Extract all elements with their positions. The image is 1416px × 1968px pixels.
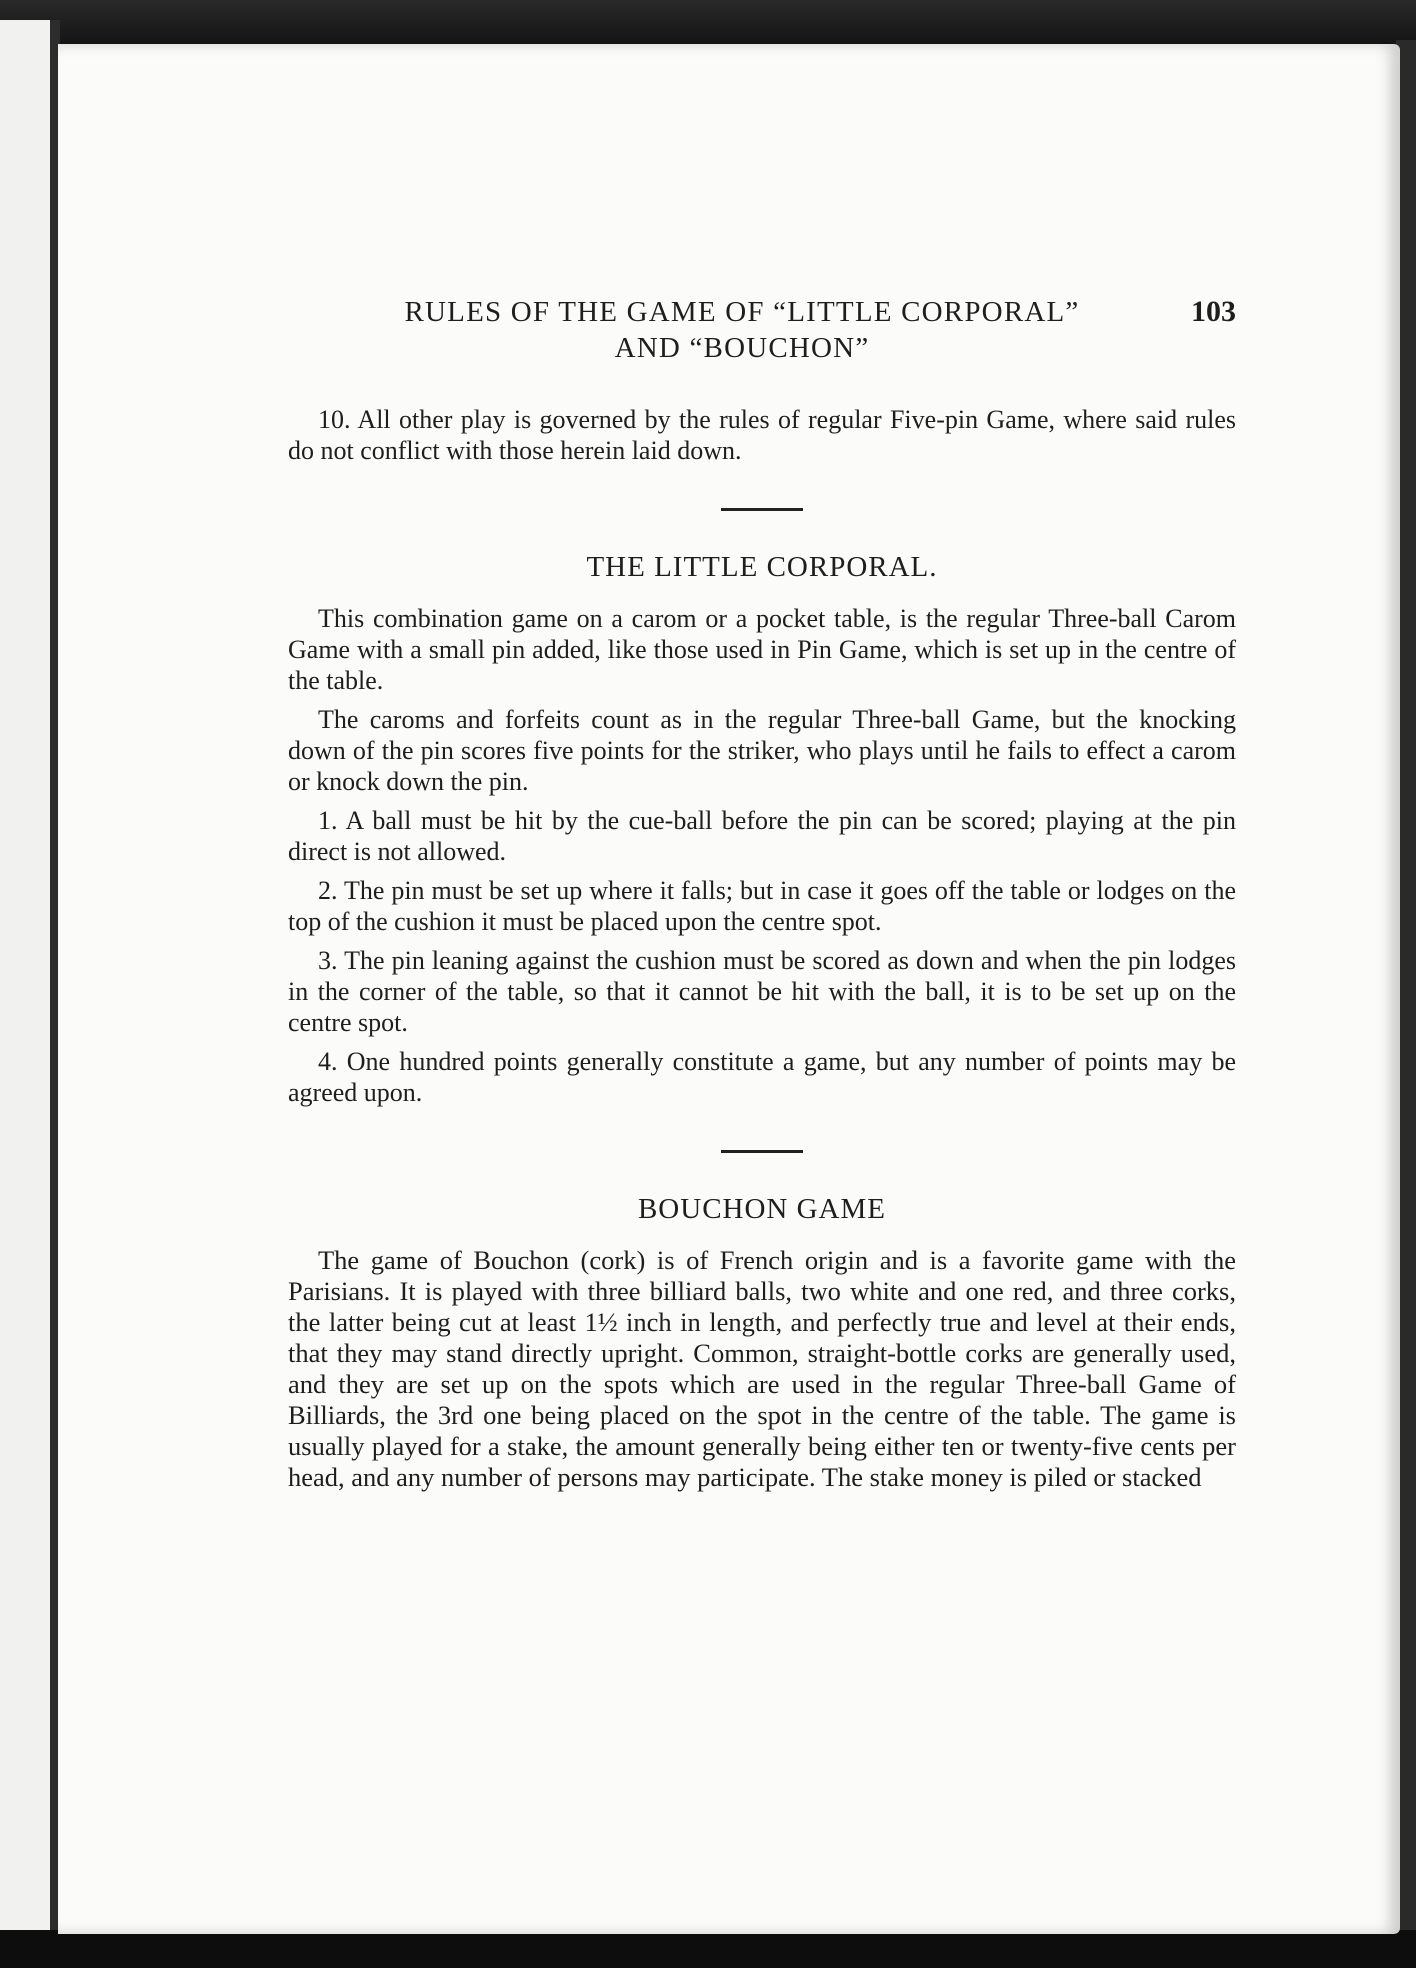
running-head-line-2: AND “BOUCHON”: [614, 332, 870, 364]
running-head-line-1: RULES OF THE GAME OF “LITTLE CORPORAL”: [404, 296, 1080, 328]
little-corporal-paragraph: The caroms and forfeits count as in the regular Three-ball Game, but the knocking down of the pin scores five points for the striker, who plays until he fails to effect a carom or knock down the pin.: [288, 705, 1236, 796]
rule-10-paragraph: 10. All other play is governed by the rules of regular Five-pin Game, where said rules do not conflict with those herein laid down.: [288, 405, 1236, 465]
little-corporal-rule-1: 1. A ball must be hit by the cue-ball before the pin can be scored; playing at the pin direct is not allowed.: [288, 806, 1236, 866]
little-corporal-rule-2: 2. The pin must be set up where it falls; but in case it goes off the table or lodges on the top of the cushion it must be placed upon the centre spot.: [288, 876, 1236, 936]
section-divider: [721, 508, 803, 511]
section-divider: [721, 1150, 803, 1153]
scan-top-edge: [0, 0, 1416, 50]
bouchon-heading: BOUCHON GAME: [637, 1193, 887, 1225]
scan-bottom-edge: [0, 1930, 1416, 1968]
bouchon-section: [288, 1245, 1236, 1493]
little-corporal-paragraph: This combination game on a carom or a pocket table, is the regular Three-ball Carom Game with a small pin added, like those used in Pin Game, which is set up in the centre of the table.: [288, 604, 1236, 695]
page-number: 103: [1191, 295, 1236, 328]
bouchon-paragraph: The game of Bouchon (cork) is of French origin and is a favorite game with the Parisians. It is played with three billiard balls, two white and one red, and three corks, the latter being cut at least 1½ inch in length, and perfectly true and level at their ends, that they may stand directly upright. Common, straight-bottle corks are generally used, and they are set up on the spots which are used in the regular Three-ball Game of Billiards, the 3rd one being placed on the spot in the centre of the table. The game is usually played for a stake, the amount generally being either ten or twenty-five cents per head, and any number of persons may participate. The stake money is piled or stacked: [288, 1245, 1236, 1492]
little-corporal-rule-4: 4. One hundred points generally constitute a game, but any number of points may be agreed upon.: [288, 1047, 1236, 1107]
little-corporal-rule-3: 3. The pin leaning against the cushion must be scored as down and when the pin lodges in the corner of the table, so that it cannot be hit with the ball, it is to be set up on the centre spot.: [288, 946, 1236, 1037]
page-content: [288, 294, 1236, 1493]
running-header: [288, 294, 1236, 404]
book-page: [58, 44, 1400, 1934]
little-corporal-heading: THE LITTLE CORPORAL.: [586, 551, 938, 583]
